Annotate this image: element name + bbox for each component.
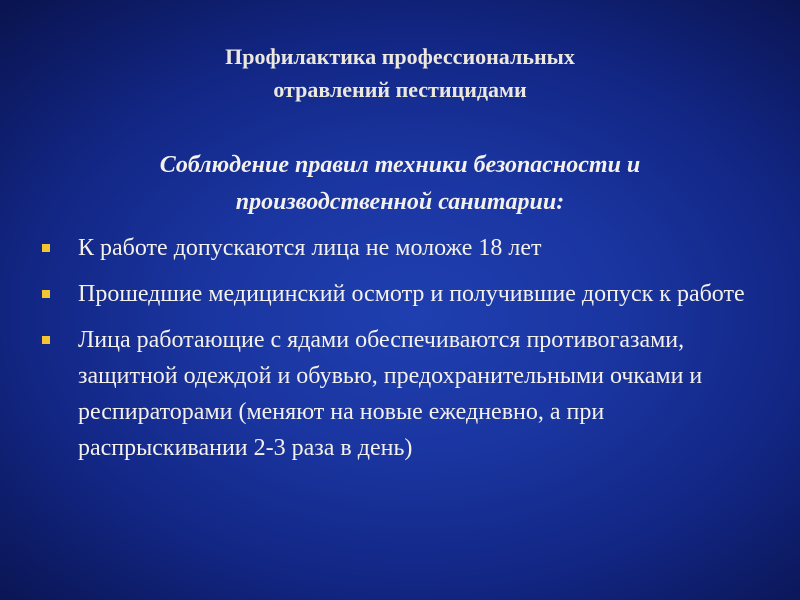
bullet-text-medical: Прошедшие медицинский осмотр и получившие допуск к работе	[78, 281, 745, 307]
bullet-item-age	[36, 230, 756, 266]
bullet-item-medical	[36, 276, 756, 312]
square-bullet-icon	[42, 290, 50, 298]
bullet-list	[36, 230, 756, 476]
bullet-text-age: К работе допускаются лица не моложе 18 лет	[78, 235, 542, 261]
slide-subtitle-line-1: Соблюдение правил техники безопасности и	[159, 152, 641, 178]
square-bullet-icon	[42, 336, 50, 344]
slide-title	[60, 40, 740, 106]
bullet-item-equipment	[36, 322, 756, 466]
bullet-text-equipment: Лица работающие с ядами обеспечиваются противогазами, защитной одеждой и обувью, предохранительными очками и респираторами (меняют на новые ежедневно, а при распрыскивании 2-3 раза в день)	[78, 327, 703, 461]
slide-subtitle	[50, 147, 750, 221]
slide-title-line-2: отравлений пестицидами	[273, 77, 527, 102]
square-bullet-icon	[42, 244, 50, 252]
slide-title-line-1: Профилактика профессиональных	[225, 44, 575, 69]
slide-subtitle-line-2: производственной санитарии:	[235, 189, 565, 215]
